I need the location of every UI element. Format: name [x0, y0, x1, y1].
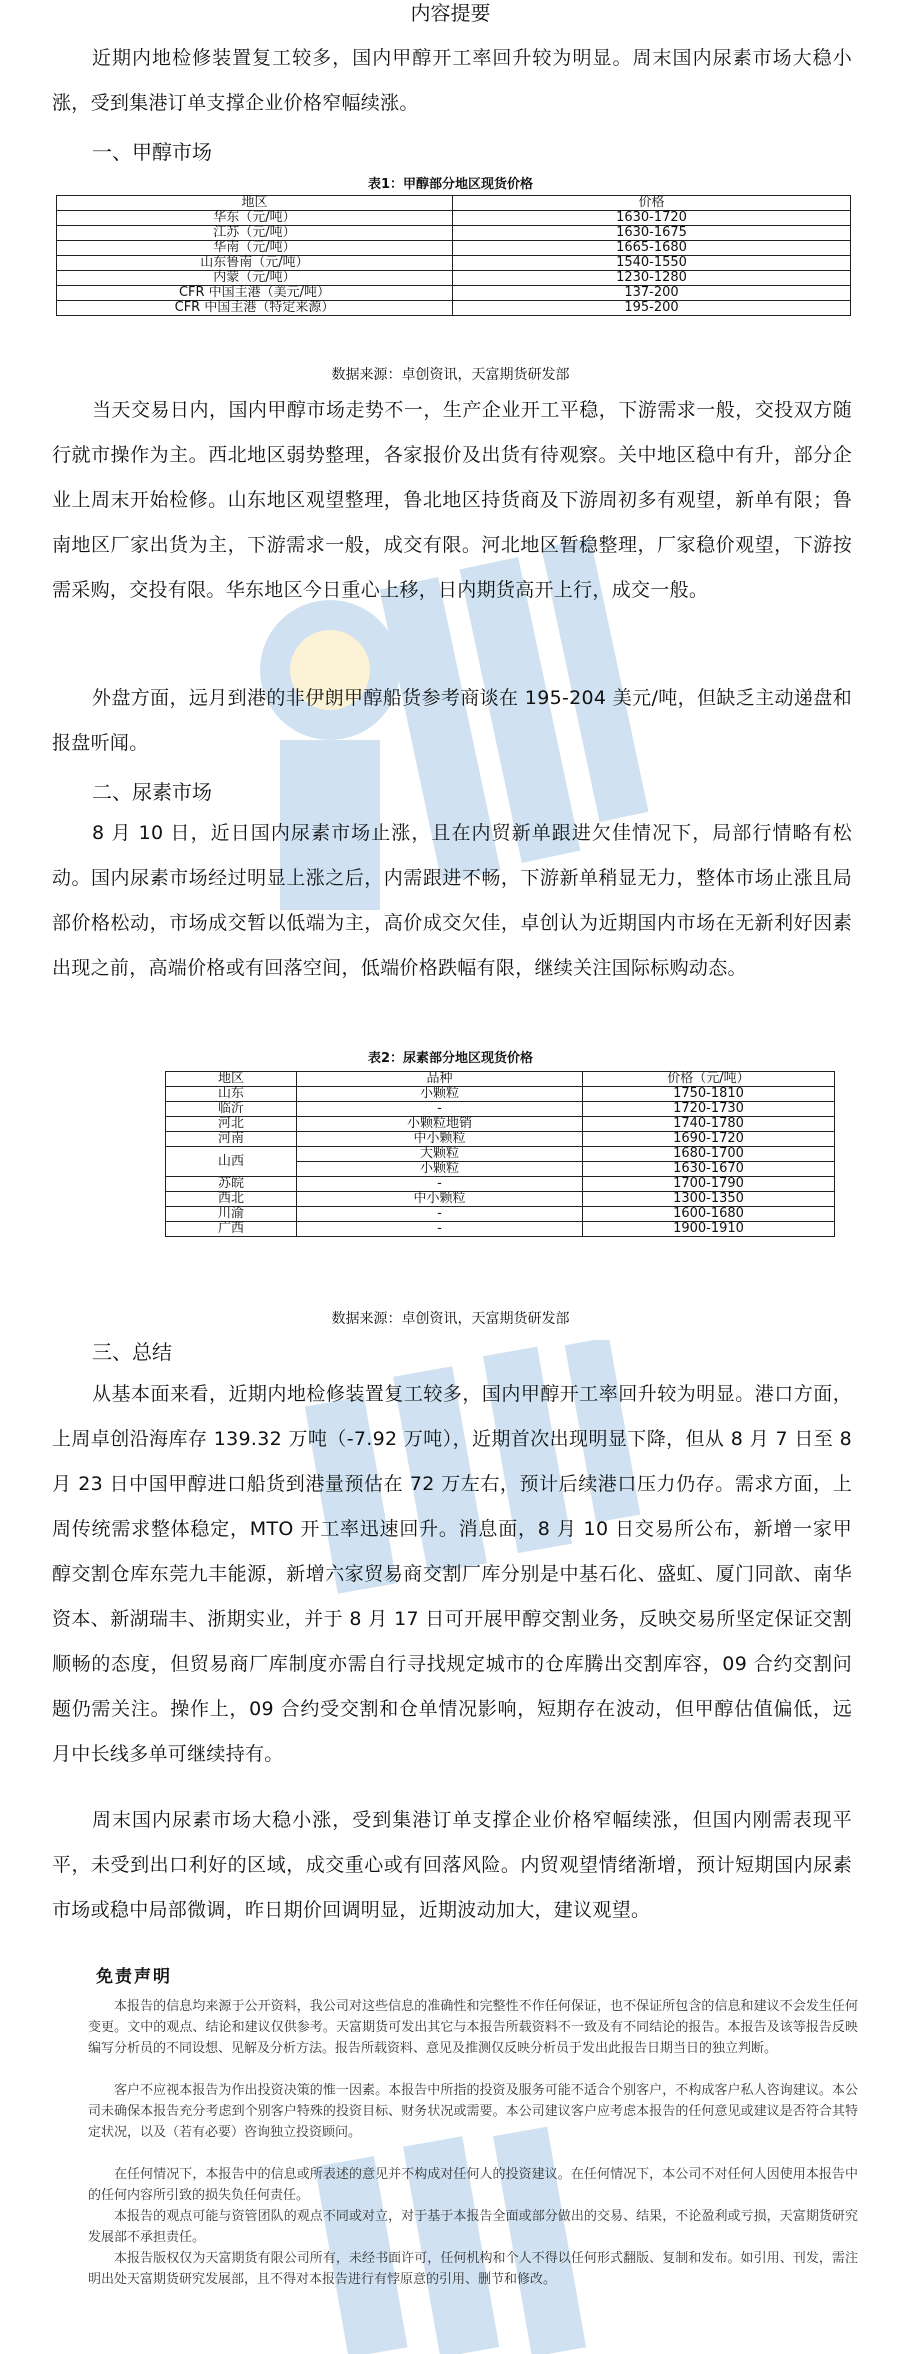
cell-region: 广西	[166, 1222, 297, 1237]
cell-price: 1700-1790	[583, 1177, 835, 1192]
cell-variety: 大颗粒	[297, 1147, 583, 1162]
table-row	[166, 1132, 835, 1147]
cell-price: 1630-1675	[453, 226, 851, 241]
table-source-urea: 数据来源：卓创资讯，天富期货研发部	[331, 1311, 570, 1327]
cell-region: CFR 中国主港（特定来源）	[57, 301, 453, 316]
table-source-methanol: 数据来源：卓创资讯，天富期货研发部	[331, 367, 570, 383]
table-row	[166, 1207, 835, 1222]
table-row	[166, 1192, 835, 1207]
section-heading-urea: 二、尿素市场	[92, 780, 212, 804]
cell-price: 1600-1680	[583, 1207, 835, 1222]
disclaimer-paragraph-4: 本报告的观点可能与资管团队的观点不同或对立，对于基于本报告全面或部分做出的交易、结果，不论盈利或亏损，天富期货研究发展部不承担责任。	[88, 2209, 858, 2245]
cell-price: 195-200	[453, 301, 851, 316]
cell-price: 1630-1670	[583, 1162, 835, 1177]
table-row	[57, 271, 851, 286]
cell-variety: -	[297, 1222, 583, 1237]
column-header-region: 地区	[166, 1072, 297, 1087]
cell-price: 1230-1280	[453, 271, 851, 286]
cell-price: 137-200	[453, 286, 851, 301]
table-row	[57, 256, 851, 271]
table-row	[166, 1117, 835, 1132]
cell-price: 1630-1720	[453, 211, 851, 226]
cell-region: 河南	[166, 1132, 297, 1147]
cell-variety: 中小颗粒	[297, 1132, 583, 1147]
section-heading-methanol: 一、甲醇市场	[92, 140, 212, 164]
cell-region: 江苏（元/吨）	[57, 226, 453, 241]
table-row	[57, 286, 851, 301]
table-row	[166, 1222, 835, 1237]
cell-price: 1720-1730	[583, 1102, 835, 1117]
urea-price-table	[165, 1071, 835, 1237]
disclaimer-paragraph-1: 本报告的信息均来源于公开资料，我公司对这些信息的准确性和完整性不作任何保证，也不保证所包含的信息和建议不会发生任何变更。文中的观点、结论和建议仅供参考。天富期货可发出其它与本报告所载资料不一致及有不同结论的报告。本报告及该等报告反映编写分析员的不同设想、见解及分析方法。报告所载资料、意见及推测仅反映分析员于发出此报告日期当日的独立判断。	[88, 1999, 858, 2056]
cell-variety: 中小颗粒	[297, 1192, 583, 1207]
methanol-paragraph-1: 当天交易日内，国内甲醇市场走势不一，生产企业开工平稳，下游需求一般，交投双方随行就市操作为主。西北地区弱势整理，各家报价及出货有待观察。关中地区稳中有升，部分企业上周末开始检修。山东地区观望整理，鲁北地区持货商及下游周初多有观望，新单有限；鲁南地区厂家出货为主，下游需求一般，成交有限。河北地区暂稳整理，厂家稳价观望，下游按需采购，交投有限。华东地区今日重心上移，日内期货高开上行，成交一般。	[52, 399, 852, 601]
cell-region: 内蒙（元/吨）	[57, 271, 453, 286]
urea-paragraph-1: 8 月 10 日，近日国内尿素市场止涨，且在内贸新单跟进欠佳情况下，局部行情略有松动。国内尿素市场经过明显上涨之后，内需跟进不畅，下游新单稍显无力，整体市场止涨且局部价格松动，市场成交暂以低端为主，高价成交欠佳，卓创认为近期国内市场在无新利好因素出现之前，高端价格或有回落空间，低端价格跌幅有限，继续关注国际标购动态。	[52, 822, 852, 979]
disclaimer-title: 免责声明	[96, 1967, 172, 1987]
section-heading-conclusion: 三、总结	[92, 1340, 172, 1364]
summary-paragraph: 近期内地检修装置复工较多，国内甲醇开工率回升较为明显。周末国内尿素市场大稳小涨，受到集港订单支撑企业价格窄幅续涨。	[52, 47, 852, 114]
disclaimer-paragraph-3: 在任何情况下，本报告中的信息或所表述的意见并不构成对任何人的投资建议。在任何情况下，本公司不对任何人因使用本报告中的任何内容所引致的损失负任何责任。	[88, 2167, 858, 2203]
cell-price: 1300-1350	[583, 1192, 835, 1207]
table-row	[166, 1087, 835, 1102]
table-header-row	[57, 196, 851, 211]
table-row	[166, 1102, 835, 1117]
conclusion-paragraph-2: 周末国内尿素市场大稳小涨，受到集港订单支撑企业价格窄幅续涨，但国内刚需表现平平，未受到出口利好的区域，成交重心或有回落风险。内贸观望情绪渐增，预计短期国内尿素市场或稳中局部微调，昨日期价回调明显，近期波动加大，建议观望。	[52, 1809, 852, 1921]
conclusion-paragraph-1: 从基本面来看，近期内地检修装置复工较多，国内甲醇开工率回升较为明显。港口方面，上周卓创沿海库存 139.32 万吨（-7.92 万吨），近期首次出现明显下降，但从 8 月 7 日至 8 月 23 日中国甲醇进口船货到港量预估在 72 万左右，预计后续港口压力仍存。需求方面，上周传统需求整体稳定，MTO 开工率迅速回升。消息面，8 月 10 日交易所公布，新增一家甲醇交割仓库东莞九丰能源，新增六家贸易商交割厂库分别是中基石化、盛虹、厦门同歆、南华资本、新湖瑞丰、浙期实业，并于 8 月 17 日可开展甲醇交割业务，反映交易所坚定保证交割顺畅的态度，但贸易商厂库制度亦需自行寻找规定城市的仓库腾出交割库容，09 合约交割问题仍需关注。操作上，09 合约受交割和仓单情况影响，短期存在波动，但甲醇估值偏低，远月中长线多单可继续持有。	[52, 1383, 852, 1765]
cell-price: 1540-1550	[453, 256, 851, 271]
table-row	[166, 1177, 835, 1192]
cell-variety: -	[297, 1177, 583, 1192]
cell-region: CFR 中国主港（美元/吨）	[57, 286, 453, 301]
cell-price: 1900-1910	[583, 1222, 835, 1237]
cell-price: 1690-1720	[583, 1132, 835, 1147]
methanol-paragraph-2: 外盘方面，远月到港的非伊朗甲醇船货参考商谈在 195-204 美元/吨，但缺乏主动递盘和报盘听闻。	[52, 687, 852, 754]
table-header-row	[166, 1072, 835, 1087]
cell-price: 1750-1810	[583, 1087, 835, 1102]
cell-region: 山西	[166, 1147, 297, 1177]
disclaimer-paragraph-2: 客户不应视本报告为作出投资决策的惟一因素。本报告中所指的投资及服务可能不适合个别客户，不构成客户私人咨询建议。本公司未确保本报告充分考虑到个别客户特殊的投资目标、财务状况或需要。本公司建议客户应考虑本报告的任何意见或建议是否符合其特定状况，以及（若有必要）咨询独立投资顾问。	[88, 2083, 858, 2140]
table-caption-methanol: 表1：甲醇部分地区现货价格	[367, 177, 534, 192]
disclaimer-paragraph-5: 本报告版权仅为天富期货有限公司所有，未经书面许可，任何机构和个人不得以任何形式翻版、复制和发布。如引用、刊发，需注明出处天富期货研究发展部，且不得对本报告进行有悖原意的引用、删节和修改。	[88, 2251, 858, 2287]
column-header-region: 地区	[57, 196, 453, 211]
cell-price: 1665-1680	[453, 241, 851, 256]
column-header-price: 价格（元/吨）	[583, 1072, 835, 1087]
methanol-price-table	[56, 195, 851, 316]
cell-region: 河北	[166, 1117, 297, 1132]
table-row	[57, 211, 851, 226]
cell-price: 1740-1780	[583, 1117, 835, 1132]
cell-region: 华东（元/吨）	[57, 211, 453, 226]
table-row	[57, 241, 851, 256]
cell-variety: -	[297, 1207, 583, 1222]
cell-region: 川渝	[166, 1207, 297, 1222]
page-title: 内容提要	[410, 1, 491, 25]
cell-region: 西北	[166, 1192, 297, 1207]
cell-price: 1680-1700	[583, 1147, 835, 1162]
cell-variety: 小颗粒地销	[297, 1117, 583, 1132]
table-row	[166, 1147, 835, 1162]
cell-variety: -	[297, 1102, 583, 1117]
cell-region: 华南（元/吨）	[57, 241, 453, 256]
cell-variety: 小颗粒	[297, 1162, 583, 1177]
column-header-variety: 品种	[297, 1072, 583, 1087]
table-caption-urea: 表2：尿素部分地区现货价格	[367, 1051, 534, 1066]
cell-region: 山东	[166, 1087, 297, 1102]
table-row	[57, 226, 851, 241]
table-row	[57, 301, 851, 316]
column-header-price: 价格	[453, 196, 851, 211]
cell-region: 苏皖	[166, 1177, 297, 1192]
cell-region: 山东鲁南（元/吨）	[57, 256, 453, 271]
cell-region: 临沂	[166, 1102, 297, 1117]
cell-variety: 小颗粒	[297, 1087, 583, 1102]
